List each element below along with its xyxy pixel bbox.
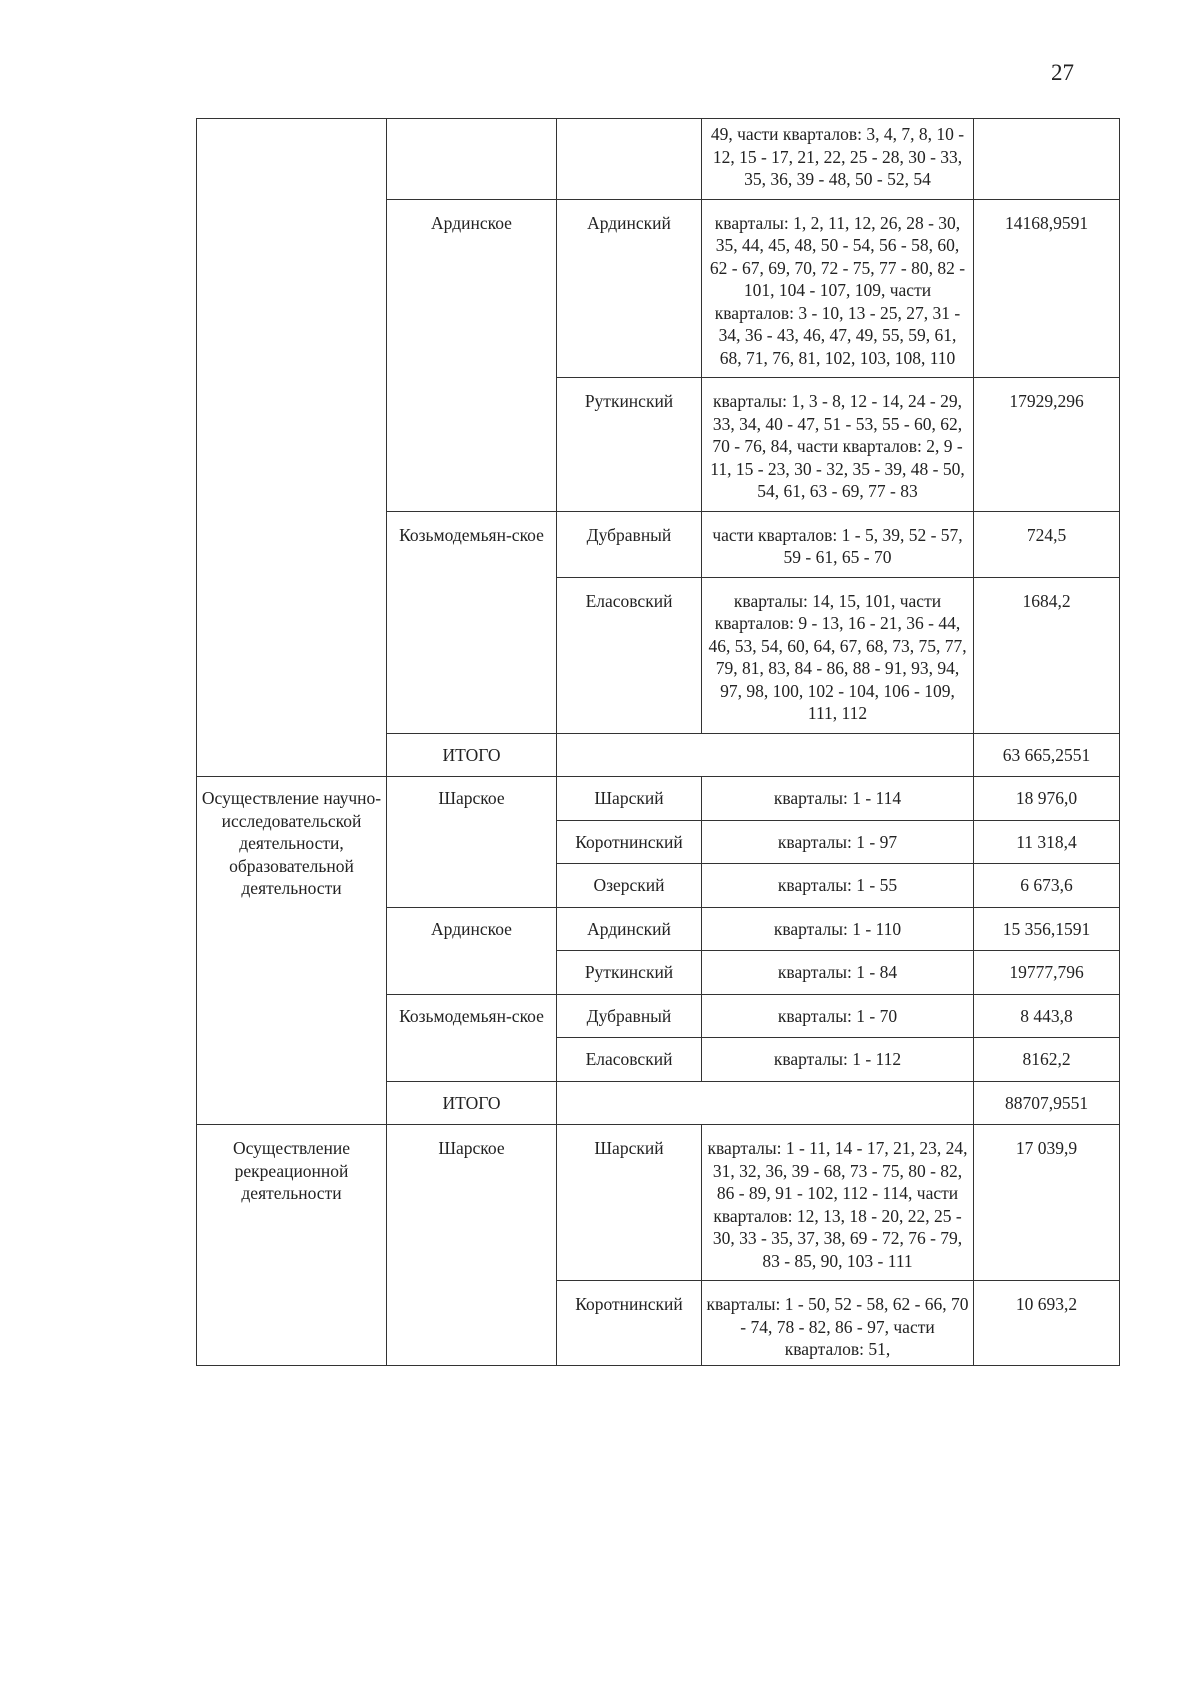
total-empty — [557, 733, 974, 777]
table-row — [197, 1125, 1120, 1281]
total-value: 63 665,2551 — [974, 733, 1120, 777]
area-cell: 6 673,6 — [974, 864, 1120, 908]
total-label: ИТОГО — [387, 1081, 557, 1125]
area-cell: 724,5 — [974, 511, 1120, 577]
area-cell: 19777,796 — [974, 951, 1120, 995]
district-cell: Коротнинский — [557, 820, 702, 864]
page-number: 27 — [1051, 60, 1074, 85]
district-cell: Еласовский — [557, 577, 702, 733]
district-cell: Коротнинский — [557, 1281, 702, 1366]
total-value: 88707,9551 — [974, 1081, 1120, 1125]
quarters-cell: кварталы: 1, 2, 11, 12, 26, 28 - 30, 35, 44, 45, 48, 50 - 54, 56 - 58, 60, 62 - 67, 69, 70, 72 - 75, 77 - 80, 82 - 101, 104 - 107, 109, части кварталов: 3 - 10, 13 - 25, 27, 31 - 34, 36 - 43, 46, 47, 49, 55, 59, 61, 68, 71, 76, 81, 102, 103, 108, 110 — [702, 199, 974, 378]
quarters-cell: 49, части кварталов: 3, 4, 7, 8, 10 - 12, 15 - 17, 21, 22, 25 - 28, 30 - 33, 35, 36, 39 - 48, 50 - 52, 54 — [702, 119, 974, 200]
area-cell: 15 356,1591 — [974, 907, 1120, 951]
purpose-cell: Осуществление научно-исследовательской деятельности, образовательной деятельности — [197, 777, 387, 1125]
district-cell: Ардинский — [557, 907, 702, 951]
quarters-cell: кварталы: 1 - 84 — [702, 951, 974, 995]
area-cell: 17929,296 — [974, 378, 1120, 512]
forestry-cell: Шарское — [387, 777, 557, 908]
district-cell: Руткинский — [557, 378, 702, 512]
total-empty — [557, 1081, 974, 1125]
area-cell: 8162,2 — [974, 1038, 1120, 1082]
area-cell: 17 039,9 — [974, 1125, 1120, 1281]
purpose-cell-continued — [197, 119, 387, 777]
forestry-cell: Шарское — [387, 1125, 557, 1366]
forestry-cell: Ардинское — [387, 199, 557, 511]
forestry-cell: Ардинское — [387, 907, 557, 994]
forestry-cell-continued — [387, 119, 557, 200]
district-cell: Еласовский — [557, 1038, 702, 1082]
quarters-cell: кварталы: 1 - 50, 52 - 58, 62 - 66, 70 - 74, 78 - 82, 86 - 97, части кварталов: 51, — [702, 1281, 974, 1366]
forestry-table — [196, 118, 1120, 1366]
quarters-cell: кварталы: 1 - 112 — [702, 1038, 974, 1082]
area-cell: 14168,9591 — [974, 199, 1120, 378]
table-row — [197, 777, 1120, 821]
district-cell: Ардинский — [557, 199, 702, 378]
area-cell: 18 976,0 — [974, 777, 1120, 821]
area-cell: 11 318,4 — [974, 820, 1120, 864]
area-cell-continued — [974, 119, 1120, 200]
district-cell-continued — [557, 119, 702, 200]
district-cell: Дубравный — [557, 994, 702, 1038]
quarters-cell: кварталы: 1 - 110 — [702, 907, 974, 951]
table-row — [197, 119, 1120, 200]
quarters-cell: кварталы: 1 - 11, 14 - 17, 21, 23, 24, 31, 32, 36, 39 - 68, 73 - 75, 80 - 82, 86 - 89, 91 - 102, 112 - 114, части кварталов: 12, 13, 18 - 20, 22, 25 - 30, 33 - 35, 37, 38, 69 - 72, 76 - 79, 83 - 85, 90, 103 - 111 — [702, 1125, 974, 1281]
district-cell: Озерский — [557, 864, 702, 908]
district-cell: Шарский — [557, 777, 702, 821]
purpose-cell: Осуществление рекреационной деятельности — [197, 1125, 387, 1366]
quarters-cell: кварталы: 1 - 70 — [702, 994, 974, 1038]
total-label: ИТОГО — [387, 733, 557, 777]
quarters-cell: кварталы: 1, 3 - 8, 12 - 14, 24 - 29, 33, 34, 40 - 47, 51 - 53, 55 - 60, 62, 70 - 76, 84, части кварталов: 2, 9 - 11, 15 - 23, 30 - 32, 35 - 39, 48 - 50, 54, 61, 63 - 69, 77 - 83 — [702, 378, 974, 512]
area-cell: 1684,2 — [974, 577, 1120, 733]
quarters-cell: кварталы: 1 - 114 — [702, 777, 974, 821]
quarters-cell: кварталы: 14, 15, 101, части кварталов: 9 - 13, 16 - 21, 36 - 44, 46, 53, 54, 60, 64, 67, 68, 73, 75, 77, 79, 81, 83, 84 - 86, 88 - 91, 93, 94, 97, 98, 100, 102 - 104, 106 - 109, 111, 112 — [702, 577, 974, 733]
quarters-cell: кварталы: 1 - 97 — [702, 820, 974, 864]
district-cell: Дубравный — [557, 511, 702, 577]
forestry-cell: Козьмодемьян-ское — [387, 511, 557, 733]
district-cell: Шарский — [557, 1125, 702, 1281]
district-cell: Руткинский — [557, 951, 702, 995]
quarters-cell: части кварталов: 1 - 5, 39, 52 - 57, 59 - 61, 65 - 70 — [702, 511, 974, 577]
area-cell: 8 443,8 — [974, 994, 1120, 1038]
area-cell: 10 693,2 — [974, 1281, 1120, 1366]
quarters-cell: кварталы: 1 - 55 — [702, 864, 974, 908]
forestry-cell: Козьмодемьян-ское — [387, 994, 557, 1081]
